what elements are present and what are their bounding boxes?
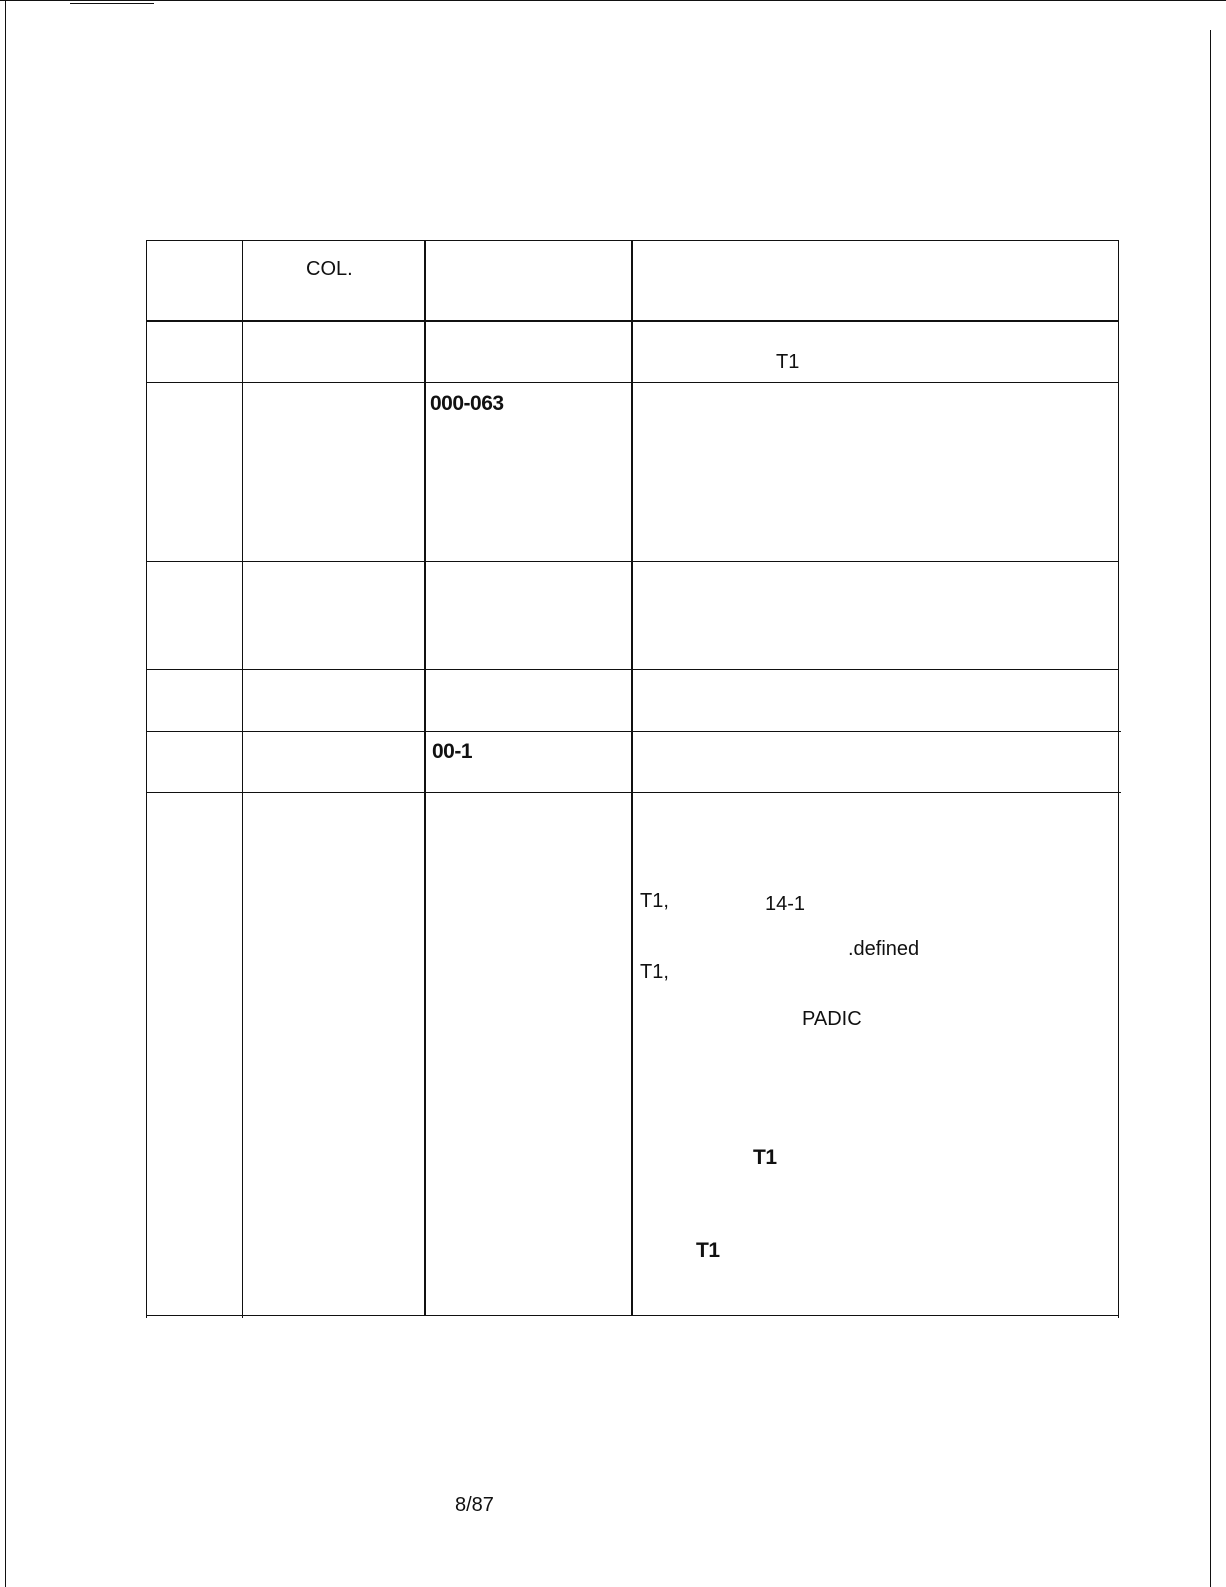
description-fragment: PADIC	[802, 1008, 862, 1030]
description-fragment: 14-1	[765, 893, 806, 915]
row-divider	[147, 731, 1121, 732]
description-fragment: .defined	[848, 938, 920, 960]
column-divider	[242, 240, 243, 1318]
description-fragment: T1,	[640, 890, 669, 912]
table-top-line	[147, 240, 1119, 241]
page-left-border	[5, 0, 6, 1587]
description-fragment: T1	[696, 1239, 720, 1262]
row-divider	[147, 561, 1119, 562]
header-bottom-line	[147, 320, 1119, 322]
page-right-border	[1210, 30, 1211, 1587]
range-value: 000-063	[430, 392, 504, 415]
column-divider	[146, 240, 147, 1318]
row-divider	[147, 792, 1121, 793]
range-value: 00-1	[432, 740, 473, 763]
page-top-border	[0, 0, 1226, 1]
footer-date: 8/87	[455, 1494, 494, 1516]
col-header-label: COL.	[306, 258, 353, 280]
row-divider	[147, 669, 1119, 670]
table-bottom-line	[147, 1315, 1119, 1316]
description-fragment: T1	[776, 351, 800, 373]
column-divider	[1118, 240, 1119, 1318]
description-fragment: T1,	[640, 961, 669, 983]
row-divider	[147, 382, 1119, 383]
description-fragment: T1	[753, 1146, 777, 1169]
column-divider	[631, 240, 633, 1316]
page-top-mark	[70, 3, 154, 4]
column-divider	[424, 240, 426, 1316]
